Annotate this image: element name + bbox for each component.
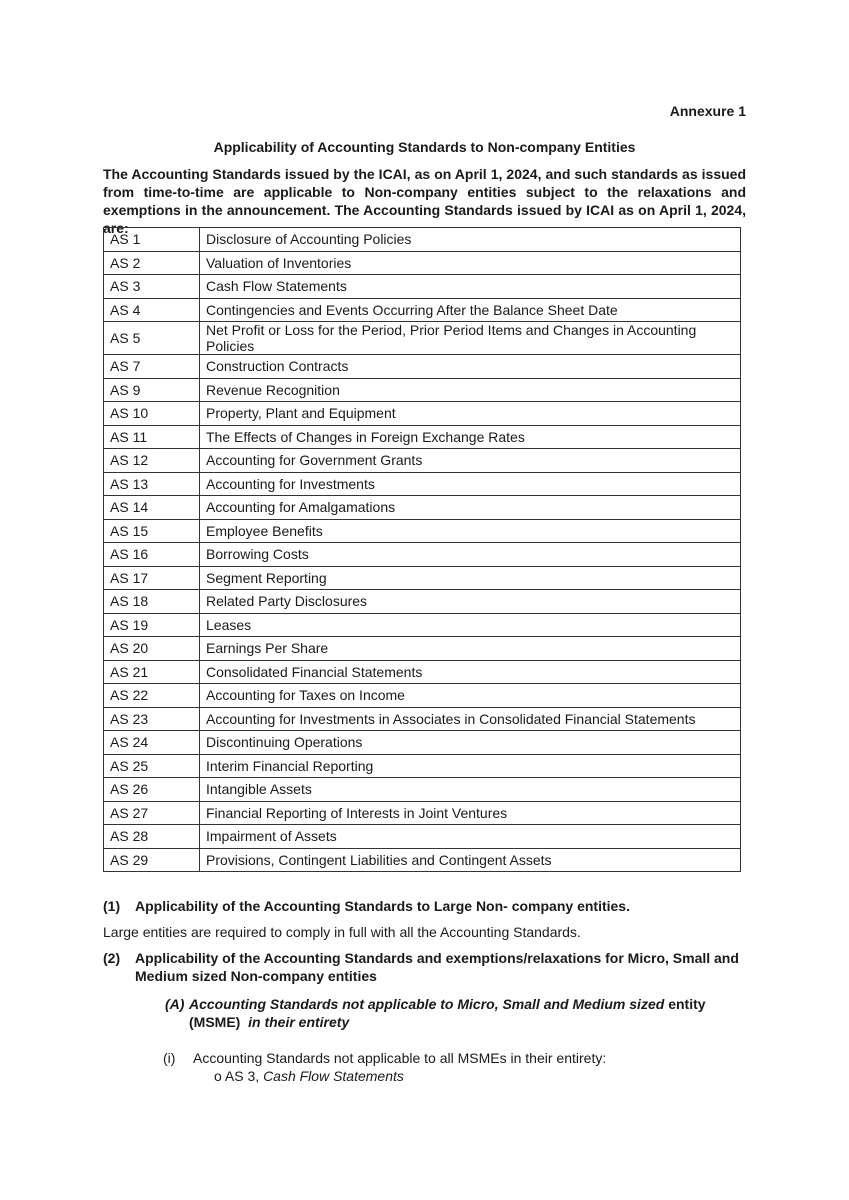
standard-code-cell: AS 19 [104, 613, 200, 637]
standard-code-cell: AS 3 [104, 275, 200, 299]
standard-code-cell: AS 29 [104, 848, 200, 872]
standard-name-cell: Property, Plant and Equipment [200, 402, 741, 426]
standard-code-cell: AS 2 [104, 251, 200, 275]
standard-name-cell: Accounting for Investments in Associates in Consolidated Financial Statements [200, 707, 741, 731]
standard-name-cell: Financial Reporting of Interests in Joint Ventures [200, 801, 741, 825]
standard-name-cell: Accounting for Government Grants [200, 449, 741, 473]
standard-code-cell: AS 23 [104, 707, 200, 731]
standard-name-cell: Employee Benefits [200, 519, 741, 543]
standard-code-cell: AS 28 [104, 825, 200, 849]
section-2-heading-text: Applicability of the Accounting Standards and exemptions/relaxations for Micro, Small and Medium sized Non-company entities [135, 950, 739, 984]
standard-name-cell: Discontinuing Operations [200, 731, 741, 755]
standard-code-cell: AS 12 [104, 449, 200, 473]
standard-code-cell: AS 11 [104, 425, 200, 449]
standard-name-cell: Net Profit or Loss for the Period, Prior Period Items and Changes in Accounting Policies [200, 322, 741, 355]
standard-code-cell: AS 16 [104, 543, 200, 567]
standard-name-cell: The Effects of Changes in Foreign Exchange Rates [200, 425, 741, 449]
item-i [163, 1049, 746, 1067]
standard-code-cell: AS 22 [104, 684, 200, 708]
table-row [104, 754, 741, 778]
standard-code-cell: AS 27 [104, 801, 200, 825]
table-row [104, 228, 741, 252]
standard-name-cell: Valuation of Inventories [200, 251, 741, 275]
bullet-title: Cash Flow Statements [263, 1068, 404, 1084]
intro-paragraph: The Accounting Standards issued by the ICAI, as on April 1, 2024, and such standards as issued from time-to-time are applicable to Non-company entities subject to the relaxations and exemptions in the announcement. The Accounting Standards issued by ICAI as on April 1, 2024, are: [103, 166, 746, 236]
standard-code-cell: AS 25 [104, 754, 200, 778]
table-row [104, 637, 741, 661]
standard-name-cell: Intangible Assets [200, 778, 741, 802]
table-row [104, 298, 741, 322]
section-1-body: Large entities are required to comply in full with all the Accounting Standards. [103, 924, 581, 940]
subsection-a-text-part3: in their entirety [248, 1014, 350, 1030]
item-i-text: Accounting Standards not applicable to all MSMEs in their entirety: [193, 1050, 607, 1066]
item-i-number: (i) [163, 1050, 176, 1066]
subsection-a-text [189, 995, 746, 1031]
standard-code-cell: AS 18 [104, 590, 200, 614]
standard-name-cell: Borrowing Costs [200, 543, 741, 567]
section-2-number: (2) [103, 950, 121, 966]
standard-code-cell: AS 17 [104, 566, 200, 590]
standard-code-cell: AS 4 [104, 298, 200, 322]
standard-code-cell: AS 14 [104, 496, 200, 520]
standard-code-cell: AS 1 [104, 228, 200, 252]
standard-name-cell: Contingencies and Events Occurring After the Balance Sheet Date [200, 298, 741, 322]
table-row [104, 848, 741, 872]
standard-code-cell: AS 21 [104, 660, 200, 684]
standard-name-cell: Impairment of Assets [200, 825, 741, 849]
bullet-item-as3 [214, 1067, 404, 1085]
subsection-a-text-part2: entity (MSME) [189, 996, 706, 1030]
table-row [104, 496, 741, 520]
standard-name-cell: Consolidated Financial Statements [200, 660, 741, 684]
section-1-number: (1) [103, 898, 121, 914]
section-1-heading [103, 897, 746, 915]
table-row [104, 566, 741, 590]
standards-table [103, 227, 741, 872]
page-title: Applicability of Accounting Standards to Non-company Entities [213, 139, 636, 155]
table-row [104, 251, 741, 275]
standard-name-cell: Leases [200, 613, 741, 637]
table-row [104, 801, 741, 825]
table-row [104, 322, 741, 355]
standard-code-cell: AS 20 [104, 637, 200, 661]
subsection-a-number: (A) [165, 996, 185, 1012]
table-row [104, 590, 741, 614]
section-1-heading-text: Applicability of the Accounting Standards to Large Non- company entities. [135, 898, 630, 914]
table-row [104, 275, 741, 299]
table-row [104, 425, 741, 449]
standard-name-cell: Accounting for Investments [200, 472, 741, 496]
table-row [104, 825, 741, 849]
standard-code-cell: AS 15 [104, 519, 200, 543]
standard-name-cell: Cash Flow Statements [200, 275, 741, 299]
subsection-a-heading [165, 995, 746, 1031]
subsection-a-text-part1: Accounting Standards not applicable to Micro, Small and Medium sized [189, 996, 665, 1012]
table-row [104, 543, 741, 567]
standard-code-cell: AS 5 [104, 322, 200, 355]
table-row [104, 519, 741, 543]
table-row [104, 472, 741, 496]
standard-name-cell: Accounting for Taxes on Income [200, 684, 741, 708]
standard-code-cell: AS 7 [104, 355, 200, 379]
table-row [104, 449, 741, 473]
table-row [104, 707, 741, 731]
standard-name-cell: Disclosure of Accounting Policies [200, 228, 741, 252]
table-row [104, 684, 741, 708]
bullet-code: AS 3, [224, 1068, 260, 1084]
annexure-label: Annexure 1 [669, 103, 746, 119]
standard-name-cell: Revenue Recognition [200, 378, 741, 402]
standard-name-cell: Provisions, Contingent Liabilities and Contingent Assets [200, 848, 741, 872]
standard-code-cell: AS 24 [104, 731, 200, 755]
table-row [104, 731, 741, 755]
standard-name-cell: Segment Reporting [200, 566, 741, 590]
standard-name-cell: Interim Financial Reporting [200, 754, 741, 778]
table-row [104, 778, 741, 802]
standard-name-cell: Related Party Disclosures [200, 590, 741, 614]
standard-code-cell: AS 26 [104, 778, 200, 802]
standard-code-cell: AS 13 [104, 472, 200, 496]
standard-name-cell: Accounting for Amalgamations [200, 496, 741, 520]
section-2-heading [103, 949, 746, 985]
standard-name-cell: Construction Contracts [200, 355, 741, 379]
table-row [104, 402, 741, 426]
standard-code-cell: AS 9 [104, 378, 200, 402]
table-row [104, 660, 741, 684]
table-row [104, 613, 741, 637]
table-row [104, 378, 741, 402]
table-row [104, 355, 741, 379]
bullet-marker: o [214, 1068, 222, 1084]
standard-name-cell: Earnings Per Share [200, 637, 741, 661]
standard-code-cell: AS 10 [104, 402, 200, 426]
